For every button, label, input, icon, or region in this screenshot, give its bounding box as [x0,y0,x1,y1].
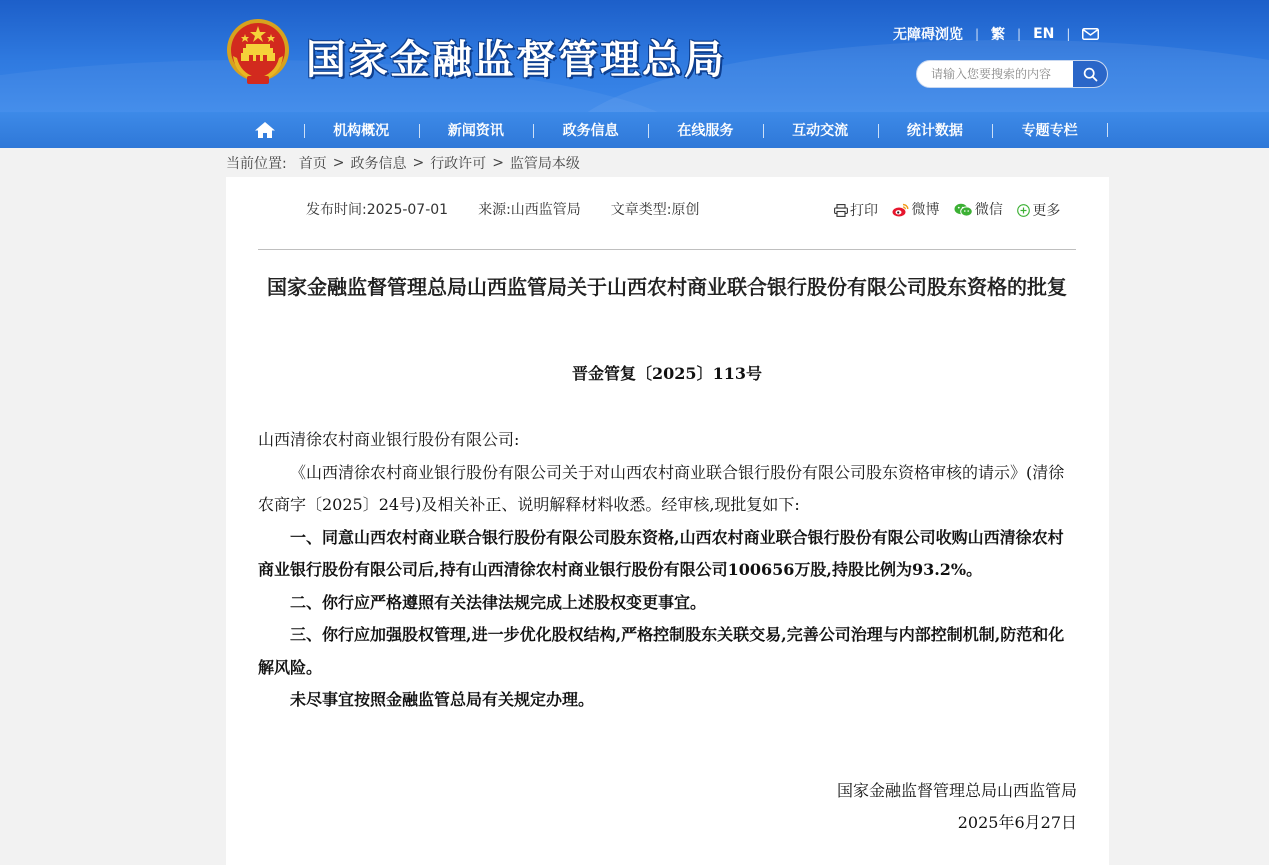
nav-item-news[interactable]: 新闻资讯 [419,112,534,148]
divider: | [1066,27,1071,41]
body-paragraph: 《山西清徐农村商业银行股份有限公司关于对山西农村商业联合银行股份有限公司股东资格审核的请示》(清徐农商字〔2025〕24号)及相关补正、说明解释材料收悉。经审核,现批复如下: [258,462,1065,514]
publish-time: 发布时间:2025-07-01 [306,202,449,218]
nav-item-interaction[interactable]: 互动交流 [763,112,878,148]
accessibility-link[interactable]: 无障碍浏览 [893,27,963,43]
wechat-icon [954,203,973,217]
article-type: 文章类型:原创 [610,202,700,218]
breadcrumb-separator: > [492,155,504,171]
divider: | [975,27,980,41]
search-icon [1083,67,1098,82]
traditional-chinese-link[interactable]: 繁 [991,27,1006,43]
nav-item-online-services[interactable]: 在线服务 [648,112,763,148]
addressee: 山西清徐农村商业银行股份有限公司: [258,430,520,449]
issue-date: 2025年6月27日 [957,813,1077,832]
more-share-button[interactable] [1017,200,1060,222]
breadcrumb-label: 当前位置: [226,156,287,172]
divider: | [1017,27,1022,41]
body-paragraph: 二、你行应严格遵照有关法律法规完成上述股权变更事宜。 [290,592,707,612]
body-paragraph: 未尽事宜按照金融监管总局有关规定办理。 [290,690,595,709]
nav-item-special-topics[interactable]: 专题专栏 [992,112,1107,148]
nav-home[interactable] [226,112,304,148]
weibo-icon [892,203,909,217]
plus-circle-icon [1017,204,1030,217]
national-emblem-icon[interactable] [225,18,291,86]
divider [258,249,1076,250]
breadcrumb-licensing[interactable]: 行政许可 [430,156,487,172]
article-panel [226,177,1109,865]
search-input[interactable] [917,61,1075,87]
search-button[interactable] [1073,61,1107,87]
breadcrumb-separator: > [332,155,345,171]
breadcrumb [226,153,580,173]
print-button[interactable] [834,200,878,222]
site-title[interactable]: 国家金融监督管理总局 [306,37,726,83]
nav-item-about[interactable]: 机构概况 [304,112,419,148]
mail-icon[interactable] [1082,28,1099,40]
article-meta [306,199,730,219]
body-paragraph: 三、你行应加强股权管理,进一步优化股权结构,严格控制股东关联交易,完善公司治理与内部控制机制,防范和化解风险。 [258,625,1065,677]
breadcrumb-bureau-level[interactable]: 监管局本级 [509,156,580,172]
home-icon [254,121,276,139]
print-label: 打印 [850,202,878,219]
article-body [258,424,1078,717]
breadcrumb-home[interactable]: 首页 [298,156,327,172]
breadcrumb-government-info[interactable]: 政务信息 [350,156,407,172]
search-box [916,60,1108,88]
share-tools [834,199,1084,224]
divider [1107,123,1108,137]
nav-item-government-info[interactable]: 政务信息 [533,112,648,148]
site-header [0,0,1269,112]
article-title: 国家金融监督管理总局山西监管局关于山西农村商业联合银行股份有限公司股东资格的批复 [267,275,1067,299]
printer-icon [834,204,848,217]
weibo-label: 微博 [911,202,940,218]
article-source: 来源:山西监管局 [478,202,581,218]
wechat-label: 微信 [974,202,1003,218]
wechat-share-button[interactable] [954,199,1003,221]
nav-item-statistics[interactable]: 统计数据 [878,112,993,148]
top-links [893,24,1099,44]
body-paragraph: 一、同意山西农村商业联合银行股份有限公司股东资格,山西农村商业联合银行股份有限公司收购山西清徐农村商业银行股份有限公司后,持有山西清徐农村商业银行股份有限公司100656万股,持股比例为93.2%。 [258,527,1064,579]
main-nav [0,112,1269,148]
document-number: 晋金管复〔2025〕113号 [572,364,762,383]
breadcrumb-separator: > [412,155,425,171]
weibo-share-button[interactable] [892,199,939,221]
signature-block [837,775,1077,839]
english-link[interactable]: EN [1033,26,1055,42]
more-label: 更多 [1032,202,1061,219]
issuing-organization: 国家金融监督管理总局山西监管局 [836,781,1077,800]
